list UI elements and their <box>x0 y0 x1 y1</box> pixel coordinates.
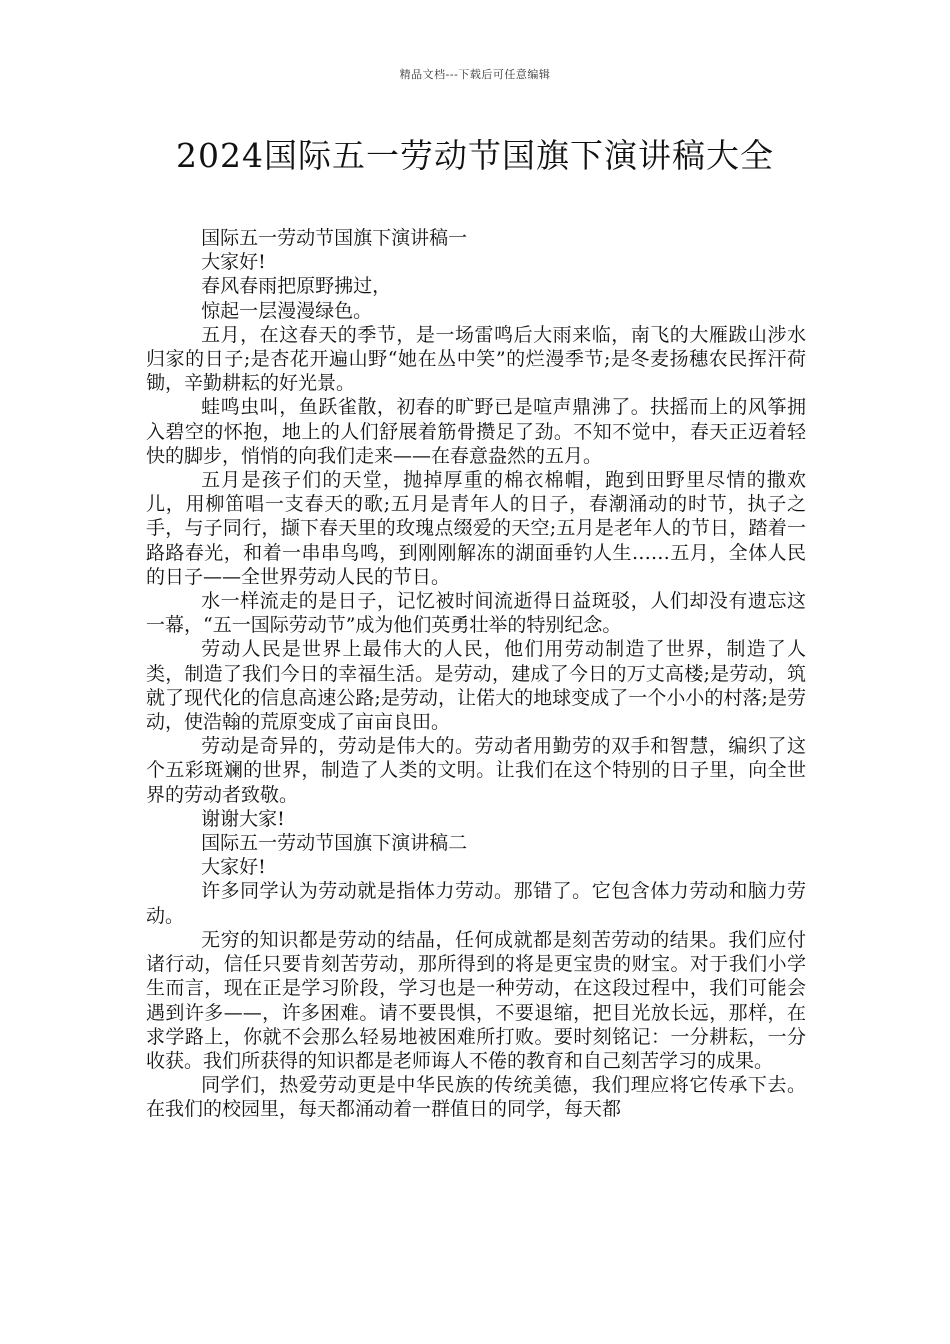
paragraph: 国际五一劳动节国旗下演讲稿二 <box>201 832 468 855</box>
paragraph: 同学们，热爱劳动更是中华民族的传统美德，我们理应将它传承下去。在我们的校园里，每天都涌动着一群值日的同学，每天都 <box>146 1074 806 1121</box>
paragraph: 许多同学认为劳动就是指体力劳动。那错了。它包含体力劳动和脑力劳动。 <box>146 880 806 927</box>
paragraph: 大家好! <box>201 251 266 274</box>
paragraph: 五月是孩子们的天堂，抛掉厚重的棉衣棉帽，跑到田野里尽情的撒欢儿，用柳笛唱一支春天的歌;五月是青年人的日子，春潮涌动的时节，执子之手，与子同行，撷下春天里的玫瑰点缀爱的天空;五月是老年人的节日，踏着一路路春光，和着一串串鸟鸣，到刚刚解冻的湖面垂钓人生……五月，全体人民的日子——全世界劳动人民的节日。 <box>146 469 806 588</box>
paragraph: 五月，在这春天的季节，是一场雷鸣后大雨来临，南飞的大雁跋山涉水归家的日子;是杏花开遍山野“她在丛中笑”的烂漫季节;是冬麦扬穗农民挥汗荷锄，辛勤耕耘的好光景。 <box>146 323 806 395</box>
paragraph: 蛙鸣虫叫，鱼跃雀散，初春的旷野已是喧声鼎沸了。扶摇而上的风筝拥入碧空的怀抱，地上的人们舒展着筋骨攒足了劲。不知不觉中，春天正迈着轻快的脚步，悄悄的向我们走来——在春意盎然的五月。 <box>146 396 806 467</box>
paragraph: 水一样流走的是日子，记忆被时间流逝得日益斑驳，人们却没有遗忘这一幕，“五一国际劳动节”成为他们英勇壮举的特别纪念。 <box>146 590 806 637</box>
paragraph: 春风春雨把原野拂过， <box>201 275 392 298</box>
paragraph: 惊起一层漫漫绿色。 <box>201 299 373 322</box>
paragraph: 劳动人民是世界上最伟大的人民，他们用劳动制造了世界，制造了人类，制造了我们今日的幸福生活。是劳动，建成了今日的万丈高楼;是劳动，筑就了现代化的信息高速公路;是劳动，让偌大的地球变成了一个小小的村落;是劳动，使浩翰的荒原变成了亩亩良田。 <box>146 638 806 734</box>
paragraph: 大家好! <box>201 856 266 879</box>
paragraph: 劳动是奇异的，劳动是伟大的。劳动者用勤劳的双手和智慧，编织了这个五彩斑斓的世界，制造了人类的文明。让我们在这个特别的日子里，向全世界的劳动者致敬。 <box>146 735 806 806</box>
paragraph: 谢谢大家! <box>201 807 285 830</box>
document-title: 2024国际五一劳动节国旗下演讲稿大全 <box>176 136 774 175</box>
paragraph: 无穷的知识都是劳动的结晶，任何成就都是刻苦劳动的结果。我们应付诸行动，信任只要肯刻苦劳动，那所得到的将是更宝贵的财宝。对于我们小学生而言，现在正是学习阶段，学习也是一种劳动，在这段过程中，我们可能会遇到许多——，许多困难。请不要畏惧，不要退缩，把目光放长远，那样，在求学路上，你就不会那么轻易地被困难所打败。要时刻铭记：一分耕耘，一分收获。我们所获得的知识都是老师诲人不倦的教育和自己刻苦学习的成果。 <box>146 928 806 1072</box>
paragraph: 国际五一劳动节国旗下演讲稿一 <box>201 227 468 249</box>
header-note: 精品文档---下载后可任意编辑 <box>399 68 551 81</box>
document-body <box>146 226 806 1122</box>
